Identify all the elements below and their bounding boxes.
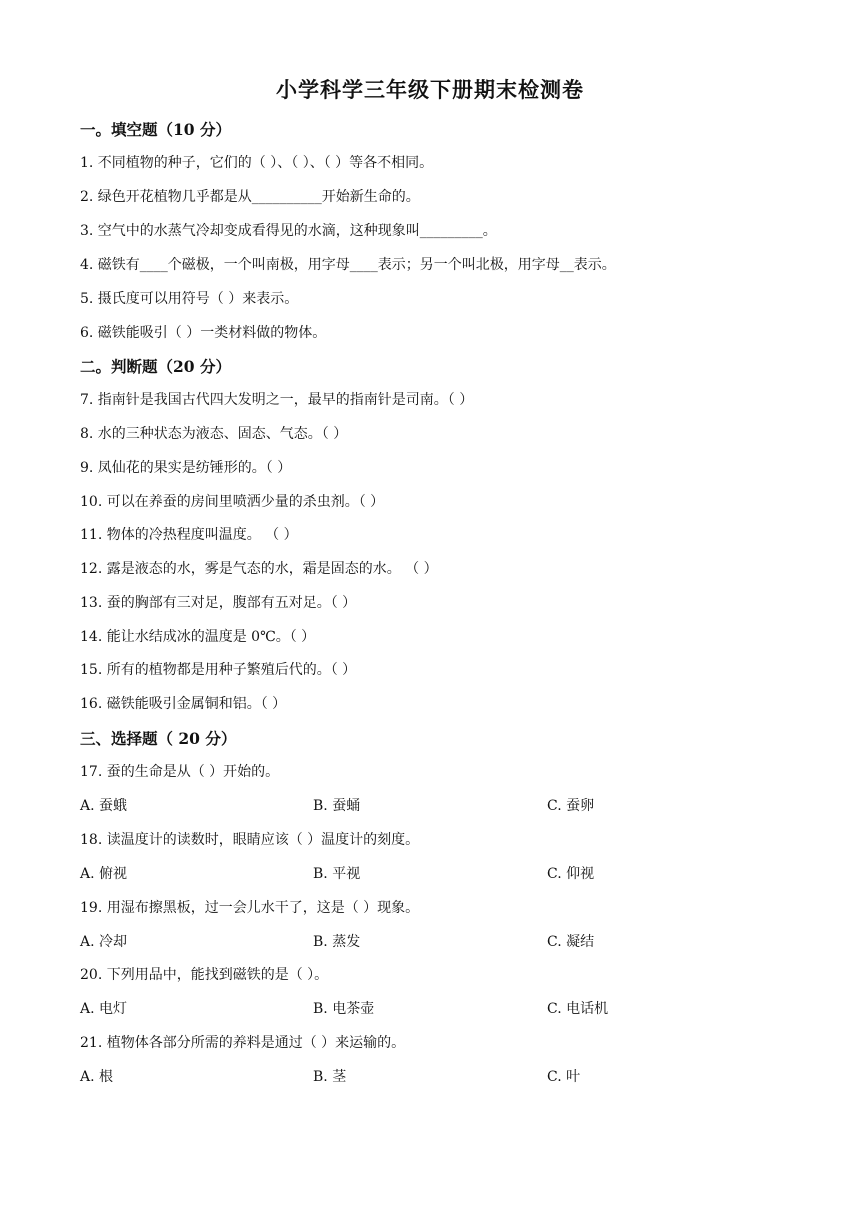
question-17-option-c: C. 蚕卵 [547,798,595,814]
question-4: 4. 磁铁有____个磁极，一个叫南极，用字母____表示；另一个叫北极，用字母__表示。 [80,257,616,273]
question-21-option-c: C. 叶 [547,1069,581,1085]
question-18-option-b: B. 平视 [313,866,361,882]
question-15: 15. 所有的植物都是用种子繁殖后代的。（ ） [80,662,357,678]
question-20: 20. 下列用品中，能找到磁铁的是（ ）。 [80,967,329,983]
question-20-option-c: C. 电话机 [547,1001,609,1017]
question-19-option-b: B. 蒸发 [313,934,361,950]
question-2: 2. 绿色开花植物几乎都是从__________开始新生命的。 [80,189,420,205]
question-7: 7. 指南针是我国古代四大发明之一，最早的指南针是司南。（ ） [80,392,474,408]
question-19-option-a: A. 冷却 [80,934,128,950]
question-14: 14. 能让水结成冰的温度是 0℃。（ ） [80,629,316,645]
question-16: 16. 磁铁能吸引金属铜和铝。（ ） [80,696,287,712]
question-13: 13. 蚕的胸部有三对足，腹部有五对足。（ ） [80,595,357,611]
section-heading-fill-blank: 一。填空题（10 分） [80,120,231,139]
question-20-option-b: B. 电茶壶 [313,1001,375,1017]
question-5: 5. 摄氏度可以用符号（ ）来表示。 [80,291,299,307]
question-10: 10. 可以在养蚕的房间里喷洒少量的杀虫剂。（ ） [80,494,385,510]
question-1: 1. 不同植物的种子，它们的（ ）、（ ）、（ ）等各不相同。 [80,155,434,171]
question-21-option-b: B. 茎 [313,1069,347,1085]
question-21: 21. 植物体各部分所需的养料是通过（ ）来运输的。 [80,1035,406,1051]
question-18-option-c: C. 仰视 [547,866,595,882]
question-12: 12. 露是液态的水，雾是气态的水，霜是固态的水。 （ ） [80,561,438,577]
question-11: 11. 物体的冷热程度叫温度。 （ ） [80,527,298,543]
question-20-option-a: A. 电灯 [80,1001,128,1017]
page-title: 小学科学三年级下册期末检测卷 [276,77,584,102]
question-21-option-a: A. 根 [80,1069,114,1085]
question-3: 3. 空气中的水蒸气冷却变成看得见的水滴，这种现象叫_________。 [80,223,497,239]
question-6: 6. 磁铁能吸引（ ）一类材料做的物体。 [80,325,327,341]
question-17: 17. 蚕的生命是从（ ）开始的。 [80,764,280,780]
question-19-option-c: C. 凝结 [547,934,595,950]
question-9: 9. 凤仙花的果实是纺锤形的。（ ） [80,460,292,476]
question-18: 18. 读温度计的读数时，眼睛应该（ ）温度计的刻度。 [80,832,420,848]
question-19: 19. 用湿布擦黑板，过一会儿水干了，这是（ ）现象。 [80,900,420,916]
question-17-option-a: A. 蚕蛾 [80,798,128,814]
question-17-option-b: B. 蚕蛹 [313,798,361,814]
question-8: 8. 水的三种状态为液态、固态、气态。（ ） [80,426,348,442]
section-heading-true-false: 二。判断题（20 分） [80,357,231,376]
section-heading-multiple-choice: 三、选择题（ 20 分） [80,729,237,748]
question-18-option-a: A. 俯视 [80,866,128,882]
